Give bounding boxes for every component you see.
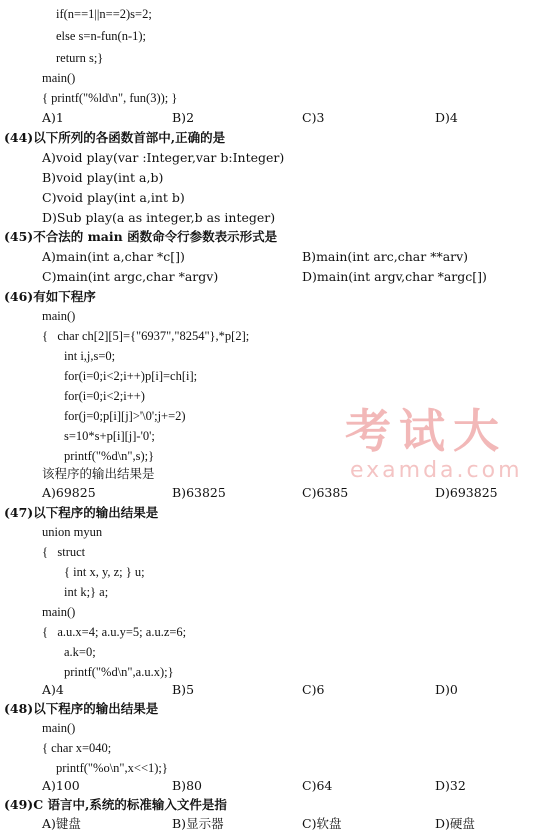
code-line: { struct [42, 545, 86, 559]
code-line: { printf("%ld\n", fun(3)); } [42, 91, 178, 105]
code-line: union myun [42, 525, 103, 539]
option-a: A)4 [42, 682, 64, 697]
watermark-logo-text: 考试大 [345, 404, 507, 458]
code-line: main() [42, 71, 76, 85]
question-prompt: 该程序的输出结果是 [42, 466, 155, 481]
option-a: A)void play(var :Integer,var b:Integer) [42, 150, 285, 165]
code-line: main() [42, 721, 76, 735]
code-line: printf("%o\n",x<<1);} [56, 761, 168, 775]
option-b: B)显示器 [172, 816, 224, 831]
question-stem: (47)以下程序的输出结果是 [4, 505, 159, 520]
question-stem: (44)以下所列的各函数首部中,正确的是 [4, 130, 226, 145]
code-line: int i,j,s=0; [64, 349, 116, 363]
option-a: A)100 [42, 778, 80, 793]
code-line: { char x=040; [42, 741, 112, 755]
code-line: main() [42, 309, 76, 323]
code-line: printf("%d\n",s);} [64, 449, 155, 463]
option-a: A)键盘 [42, 816, 81, 831]
code-line: printf("%d\n",a.u.x);} [64, 665, 174, 679]
option-c: C)64 [302, 778, 333, 793]
option-d: D)0 [435, 682, 458, 697]
code-line: main() [42, 605, 76, 619]
option-c: C)6 [302, 682, 325, 697]
option-d: D)Sub play(a as integer,b as integer) [42, 210, 276, 225]
option-c: C)void play(int a,int b) [42, 190, 185, 205]
watermark-url: examda.com [350, 458, 523, 483]
option-c: C)软盘 [302, 816, 342, 831]
option-c: C)3 [302, 110, 325, 125]
code-line: else s=n-fun(n-1); [56, 29, 147, 43]
option-d: D)4 [435, 110, 458, 125]
option-d: D)693825 [435, 485, 498, 500]
option-b: B)void play(int a,b) [42, 170, 164, 185]
option-d: D)32 [435, 778, 466, 793]
code-line: a.k=0; [64, 645, 96, 659]
question-stem: (46)有如下程序 [4, 289, 96, 304]
option-a: A)69825 [42, 485, 96, 500]
code-line: return s;} [56, 51, 104, 65]
code-line: s=10*s+p[i][j]-'0'; [64, 429, 155, 443]
option-b: B)80 [172, 778, 202, 793]
code-line: for(i=0;i<2;i++)p[i]=ch[i]; [64, 369, 198, 383]
code-line: int k;} a; [64, 585, 109, 599]
option-a: A)1 [42, 110, 64, 125]
code-line: for(j=0;p[i][j]>'\0';j+=2) [64, 409, 186, 423]
code-line: for(i=0;i<2;i++) [64, 389, 145, 403]
code-line: if(n==1||n==2)s=2; [56, 7, 152, 21]
option-c: C)main(int argc,char *argv) [42, 269, 219, 284]
question-stem: (49)C 语言中,系统的标准输入文件是指 [4, 797, 227, 812]
option-b: B)63825 [172, 485, 226, 500]
question-stem: (45)不合法的 main 函数命令行参数表示形式是 [4, 229, 278, 244]
option-a: A)main(int a,char *c[]) [42, 249, 185, 264]
option-b: B)2 [172, 110, 195, 125]
option-b: B)main(int arc,char **arv) [302, 249, 469, 264]
option-c: C)6385 [302, 485, 349, 500]
option-b: B)5 [172, 682, 195, 697]
option-d: D)main(int argv,char *argc[]) [302, 269, 487, 284]
code-line: { char ch[2][5]={"6937","8254"},*p[2]; [42, 329, 250, 343]
code-line: { a.u.x=4; a.u.y=5; a.u.z=6; [42, 625, 187, 639]
option-d: D)硬盘 [435, 816, 475, 831]
question-stem: (48)以下程序的输出结果是 [4, 701, 159, 716]
code-line: { int x, y, z; } u; [64, 565, 145, 579]
